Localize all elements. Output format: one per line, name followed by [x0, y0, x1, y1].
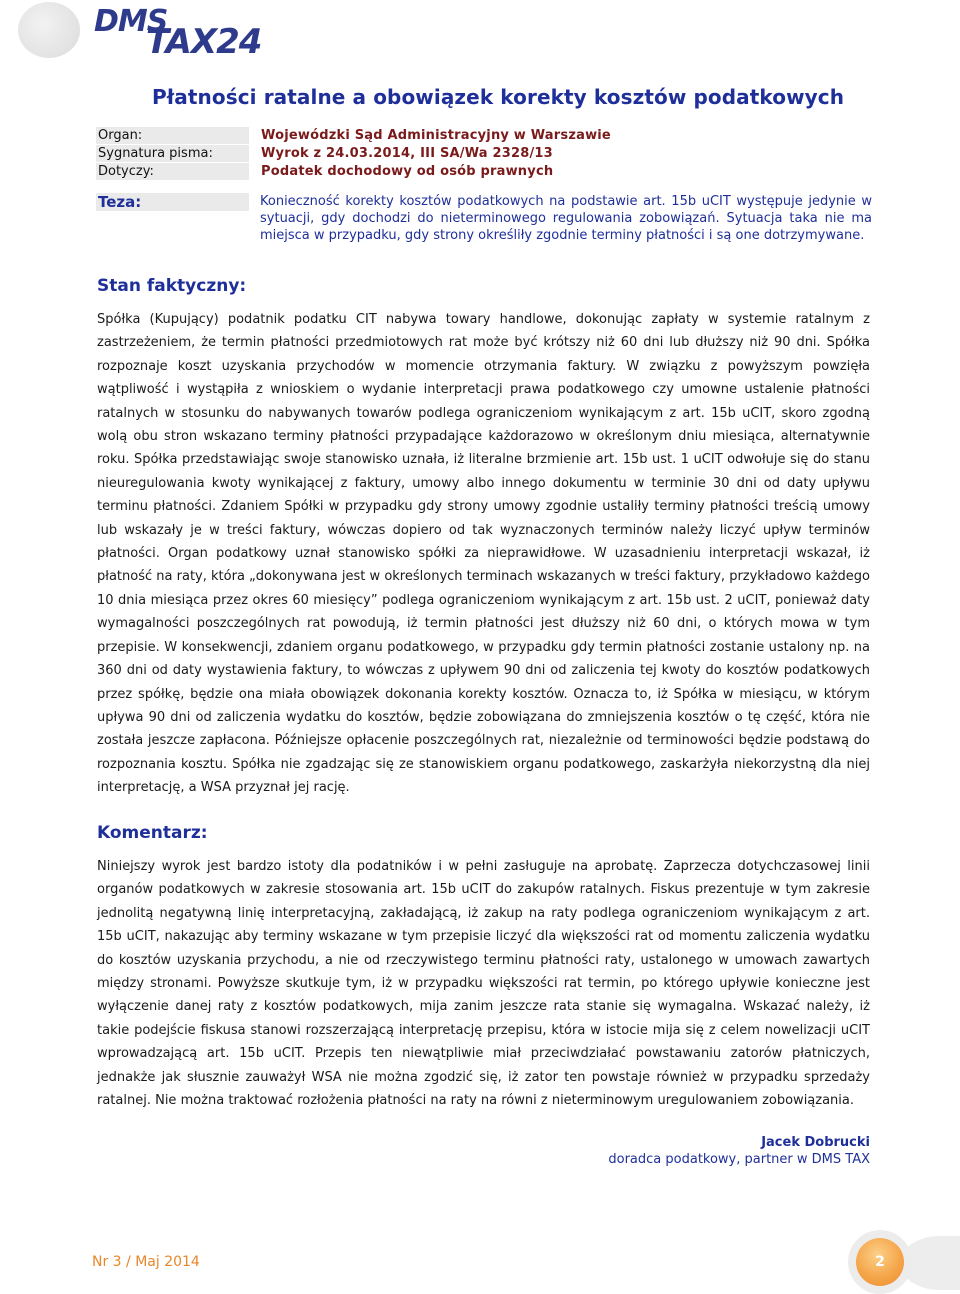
footer-issue: Nr 3 / Maj 2014 — [92, 1254, 200, 1270]
page-number: 2 — [875, 1254, 885, 1270]
meta-label: Sygnatura pisma: — [96, 145, 249, 162]
teza-text: Konieczność korekty kosztów podatkowych na podstawie art. 15b uCIT występuje jedynie w sytuacji, gdy dochodzi do nieterminowego regulowania zobowiązań. Sytuacja taka nie ma miejsca w przypadku, gdy strony określiły zgodnie terminy płatności i są one dotrzymywane. — [260, 194, 872, 243]
meta-row-organ — [96, 127, 876, 144]
meta-table — [96, 127, 876, 181]
teza-label: Teza: — [96, 193, 249, 211]
signature — [608, 1134, 870, 1168]
komentarz-text: Niniejszy wyrok jest bardzo istoty dla podatników i w pełni zasługuje na aprobatę. Zaprzecza dotychczasowej linii organów podatkowych w zakresie stosowania art. 15b uCIT do zakupów ratalnych. Fiskus prezentuje w tym zakresie jednolitą negatywną linię interpretacyjną, zakładającą, iż zakup na raty podlega ograniczeniom wynikającym z art. 15b uCIT, nakazując aby terminy wskazane w tym przepisie liczyć dla większości rat od momentu zaliczenia wydatku do kosztów uzyskania przychodu, a nie od rzeczywistego terminu płatności raty, ustalonego w umowach zawartych między stronami. Powyższe skutkuje tym, iż w przypadku większości rat termin, po którego upływie konieczne jest wyłączenie danej raty z kosztów podatkowych, mija zanim jeszcze rata stanie się wymagalna. Wskazać należy, iż takie podejście fiskusa stanowi rozszerzającą interpretację przepisu, która w istocie mija się z celem nowelizacji uCIT wprowadzającą art. 15b uCIT. Przepis ten niewątpliwie miał przeciwdziałać powstawaniu zatorów płatniczych, jednakże jak słusznie zauważył WSA nie można zgodzić się, iż zator ten powstaje również w przypadku sprzedaży ratalnej. Nie można traktować rozłożenia płatności na raty na równi z nieterminowym uregulowaniem zobowiązania. — [97, 859, 870, 1109]
dms-tax24-logo — [18, 2, 262, 62]
logo-line-1: DMS — [94, 4, 168, 39]
stan-faktyczny-text: Spółka (Kupujący) podatnik podatku CIT nabywa towary handlowe, dokonując zapłaty w systemie ratalnym z zastrzeżeniem, że termin płatności przedmiotowych rat może być krótszy niż 60 dni lub dłuższy niż 90 dni. Spółka rozpoznaje koszt uzyskania przychodów w momencie otrzymania faktury. W związku z powyższym powzięła wątpliwość i wystąpiła z wnioskiem o wydanie interpretacji prawa podatkowego czy umowne ustalenie płatności ratalnych w stosunku do nabywanych towarów podlega ograniczeniom wynikającym z art. 15b uCIT, skoro zgodną wolą obu stron wskazano terminy płatności przypadające każdorazowo w określonym dniu miesiąca, alternatywnie roku. Spółka przedstawiając swoje stanowisko uznała, iż literalne brzmienie art. 15b ust. 1 uCIT odwołuje się do stanu nieuregulowania kwoty wynikającej z faktury, umowy albo innego dokumentu w terminie 30 dni od daty upływu terminu płatności. Zdaniem Spółki w przypadku gdy strony umowy zgodnie ustaliły terminy płatności treścią umowy lub wskazały je w treści faktury, wówczas dopiero od tak wyznaczonych terminów należy liczyć upływ terminów płatności. Organ podatkowy uznał stanowisko spółki za nieprawidłowe. W uzasadnieniu interpretacji wskazał, iż płatność na raty, która „dokonywana jest w określonych terminach wskazanych w treści faktury, przykładowo każdego 10 dnia miesiąca przez okres 60 miesięcy” podlega ograniczeniom wynikającym z art. 15b ust. 2 uCIT, ponieważ daty wymagalności poszczególnych rat powodują, iż termin płatności jest dłuższy niż 60 dni, o których mowa w tym przepisie. W konsekwencji, zdaniem organu podatkowego, w przypadku gdy termin płatności zostanie ustalony np. na 360 dni od daty wystawienia faktury, to wówczas z upływem 90 dni od zaliczenia tej kwoty do kosztów podatkowych przez spółkę, będzie ona miała obowiązek dokonania korekty kosztów. Oznacza to, iż Spółka w miesiącu, w którym upływa 90 dni od zaliczenia wydatku do kosztów, będzie zobowiązana do zmniejszenia kosztów o tę część, która nie została jeszcze zapłacona. Późniejsze opłacenie poszczególnych rat, niezależnie od terminowości będzie podstawą do rozpoznania kosztu. Spółka nie zgadzając się ze stanowiskiem organu podatkowego, zaskarżyła niekorzystną dla niej interpretację, a WSA przyznał jej rację. — [97, 312, 870, 796]
page-title: Płatności ratalne a obowiązek korekty kosztów podatkowych — [152, 85, 845, 109]
meta-row-sygnatura — [96, 145, 876, 162]
meta-row-dotyczy — [96, 163, 876, 180]
signature-role: doradca podatkowy, partner w DMS TAX — [608, 1152, 870, 1167]
komentarz-heading: Komentarz: — [97, 823, 208, 843]
page-number-badge — [856, 1238, 904, 1286]
stan-faktyczny-heading: Stan faktyczny: — [97, 276, 247, 296]
meta-value: Wyrok z 24.03.2014, III SA/Wa 2328/13 — [261, 146, 553, 161]
signature-name: Jacek Dobrucki — [761, 1135, 870, 1150]
meta-value: Podatek dochodowy od osób prawnych — [261, 164, 554, 179]
meta-value: Wojewódzki Sąd Administracyjny w Warszawie — [261, 128, 611, 143]
logo-line-2: TAX24 — [146, 22, 262, 62]
meta-label: Organ: — [96, 127, 249, 144]
meta-label: Dotyczy: — [96, 163, 249, 180]
logo-emblem — [18, 2, 80, 58]
